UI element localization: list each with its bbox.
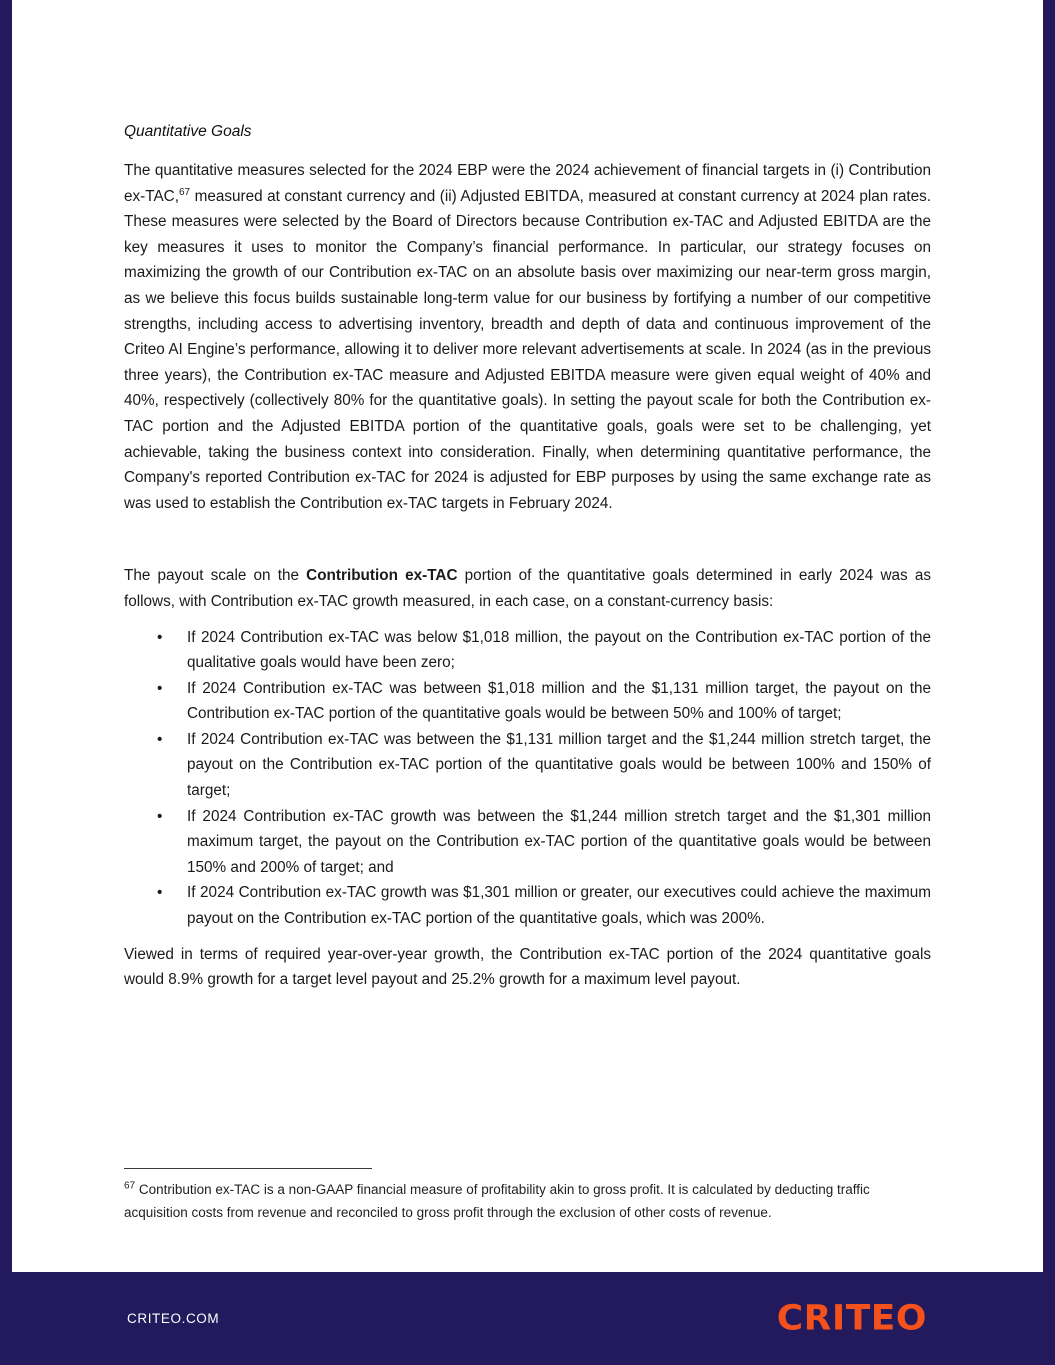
right-border xyxy=(1043,0,1055,1365)
site-url[interactable]: CRITEO.COM xyxy=(127,1311,220,1326)
paragraph-payout-scale xyxy=(124,563,931,614)
list-item xyxy=(124,804,931,881)
footnote-separator xyxy=(124,1168,372,1169)
list-item xyxy=(124,625,931,676)
footnote-reference: 67 xyxy=(178,186,191,198)
bullet-text: If 2024 Contribution ex-TAC growth was between the $1,244 million stretch target and the $1,301 million maximum target, the payout on the Contribution ex-TAC portion of the quantitative goals would be between 150% and 200% of target; and xyxy=(187,807,931,876)
bullet-text: If 2024 Contribution ex-TAC was below $1,018 million, the payout on the Contribution ex-TAC portion of the qualitative goals would have been zero; xyxy=(187,628,931,672)
paragraph-growth-summary: Viewed in terms of required year-over-year growth, the Contribution ex-TAC portion of the 2024 quantitative goals would 8.9% growth for a target level payout and 25.2% growth for a maximum level payout. xyxy=(124,945,931,989)
bullet-text: If 2024 Contribution ex-TAC growth was $1,301 million or greater, our executives could achieve the maximum payout on the Contribution ex-TAC portion of the quantitative goals, which was 200%. xyxy=(187,884,931,928)
footnote-number: 67 xyxy=(124,1180,136,1192)
paragraph-text: portion of the quantitative goals determined in early 2024 was as follows, with Contribution ex-TAC growth measured, in each case, on a constant-currency basis: xyxy=(124,567,931,610)
paragraph-quantitative-measures xyxy=(124,158,931,516)
footnote-section xyxy=(124,1168,931,1224)
footnote-body: Contribution ex-TAC is a non-GAAP financial measure of profitability akin to gross profit. It is calculated by deducting traffic acquisition costs from revenue and reconciled to gross profit through the exclusion of other costs of revenue. xyxy=(124,1182,870,1220)
bullet-list xyxy=(124,625,931,932)
emphasized-term: Contribution ex-TAC xyxy=(306,567,458,585)
page-content xyxy=(124,122,931,993)
criteo-logo: CRITEO xyxy=(776,1298,927,1339)
paragraph-text: The quantitative measures selected for the 2024 EBP were the 2024 achievement of financial targets in (i) Contribution ex-TAC, xyxy=(124,162,931,205)
paragraph-text: The payout scale on the xyxy=(124,567,307,585)
section-heading: Quantitative Goals xyxy=(124,123,252,140)
list-item xyxy=(124,880,931,931)
bullet-text: If 2024 Contribution ex-TAC was between $1,018 million and the $1,131 million target, the payout on the Contribution ex-TAC portion of the quantitative goals would be between 50% and 100% of target; xyxy=(187,679,931,723)
list-item xyxy=(124,676,931,727)
footnote-text xyxy=(124,1179,931,1224)
paragraph-text: measured at constant currency and (ii) Adjusted EBITDA, measured at constant currency at 2024 plan rates. These measures were selected by the Board of Directors because Contribution ex-TAC and Adjusted EBITDA are the key measures it uses to monitor the Company’s financial performance. In particular, our strategy focuses on maximizing the growth of our Contribution ex-TAC on an absolute basis over maximizing our near-term gross margin, as we believe this focus builds sustainable long-term value for our business by fortifying a number of our competitive strengths, including access to advertising inventory, breadth and depth of data and continuous improvement of the Criteo AI Engine’s performance, allowing it to deliver more relevant advertisements at scale. In 2024 (as in the previous three years), the Contribution ex-TAC measure and Adjusted EBITDA measure were given equal weight of 40% and 40%, respectively (collectively 80% for the quantitative goals). In setting the payout scale for both the Contribution ex-TAC portion and the Adjusted EBITDA portion of the quantitative goals, goals were set to be challenging, yet achievable, taking the business context into consideration. Finally, when determining quantitative performance, the Company's reported Contribution ex-TAC for 2024 is adjusted for EBP purposes by using the same exchange rate as was used to establish the Contribution ex-TAC targets in February 2024. xyxy=(124,187,931,512)
list-item xyxy=(124,727,931,804)
left-border xyxy=(0,0,12,1365)
bullet-text: If 2024 Contribution ex-TAC was between the $1,131 million target and the $1,244 million stretch target, the payout on the Contribution ex-TAC portion of the quantitative goals would be between 100% and 150% of target; xyxy=(187,730,931,800)
footer-bar xyxy=(0,1272,1055,1365)
